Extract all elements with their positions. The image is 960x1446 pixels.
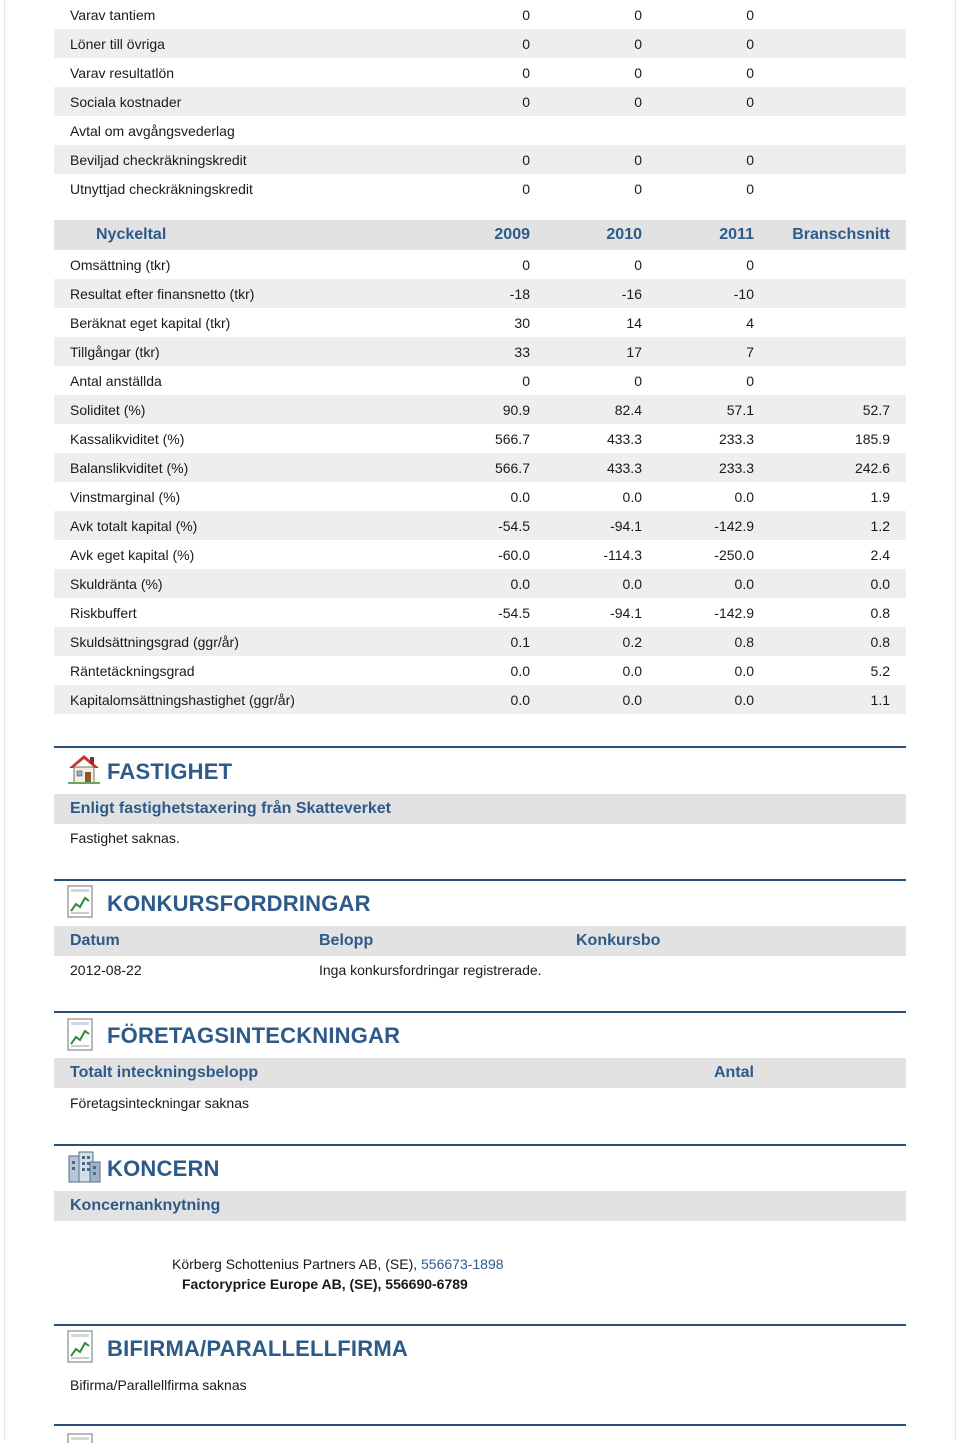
row-label: Sociala kostnader xyxy=(54,87,414,116)
row-label: Antal anställda xyxy=(70,372,162,389)
konkurs-datum: 2012-08-22 xyxy=(70,962,142,978)
value-2011: 0.0 xyxy=(642,685,754,714)
value-2010: 17 xyxy=(530,337,642,366)
value-2010: -114.3 xyxy=(603,546,642,563)
value-2011: -142.9 xyxy=(642,511,754,540)
fastighet-text: Fastighet saknas. xyxy=(70,830,180,846)
value-2011: 0.0 xyxy=(734,488,754,505)
value-2009: 0 xyxy=(414,145,530,174)
value-branschsnitt xyxy=(754,250,906,279)
page-left-edge xyxy=(4,0,5,1440)
value-2010 xyxy=(530,116,642,145)
value-branschsnitt: 0.8 xyxy=(870,604,890,621)
value-branschsnitt: 1.2 xyxy=(754,511,906,540)
value-branschsnitt xyxy=(754,337,906,366)
row-label: Tillgångar (tkr) xyxy=(54,337,414,366)
row-label: Balanslikviditet (%) xyxy=(54,453,414,482)
konkurs-title: KONKURSFORDRINGAR xyxy=(107,891,371,916)
row-label: Skuldränta (%) xyxy=(54,569,414,598)
value-2009: 566.7 xyxy=(414,453,530,482)
row-label: Räntetäckningsgrad xyxy=(70,662,195,679)
konkurs-col-konkursbo: Konkursbo xyxy=(576,932,661,949)
table-row xyxy=(54,656,906,685)
table-row xyxy=(54,569,906,598)
table-row xyxy=(54,685,906,714)
value-2010: 433.3 xyxy=(606,430,642,447)
table-row xyxy=(54,598,906,627)
value-2010: 0 xyxy=(530,145,642,174)
row-label: Soliditet (%) xyxy=(54,395,414,424)
value-2010: 0 xyxy=(634,180,642,197)
row-label: Omsättning (tkr) xyxy=(70,256,171,273)
value-2009: -54.5 xyxy=(414,511,530,540)
value-2009: 30 xyxy=(514,314,530,331)
value-branschsnitt xyxy=(754,279,906,308)
table-row xyxy=(54,145,906,174)
value-2010: -16 xyxy=(530,279,642,308)
koncern-parent-orgnr-link[interactable]: 556673-1898 xyxy=(421,1256,504,1272)
value-2010: 0.2 xyxy=(530,627,642,656)
value-2010: 14 xyxy=(626,314,642,331)
konkurs-col-datum: Datum xyxy=(70,932,120,949)
value-2010: 0 xyxy=(634,6,642,23)
koncern-parent-country: (SE), xyxy=(385,1256,418,1272)
chart-document-icon xyxy=(66,885,96,922)
value-2011: 4 xyxy=(746,314,754,331)
table-row xyxy=(54,337,906,366)
row-label: Beviljad checkräkningskredit xyxy=(54,145,414,174)
value-2009: 0 xyxy=(414,29,530,58)
value-2011: 7 xyxy=(642,337,754,366)
value-2011: 0 xyxy=(642,145,754,174)
value-2009: 0.1 xyxy=(414,627,530,656)
row-label: Kassalikviditet (%) xyxy=(70,430,185,447)
row-label: Riskbuffert xyxy=(70,604,137,621)
fastighet-title: FASTIGHET xyxy=(107,759,233,784)
value-2009: 90.9 xyxy=(414,395,530,424)
value-2009: 0.0 xyxy=(510,662,530,679)
value-2009: -18 xyxy=(414,279,530,308)
value-2011: 0 xyxy=(642,29,754,58)
fastighet-rule xyxy=(54,746,906,748)
table-row xyxy=(54,116,906,145)
value-branschsnitt: 185.9 xyxy=(854,430,890,447)
page-right-edge xyxy=(955,0,956,1440)
table-row xyxy=(54,482,906,511)
table-row xyxy=(54,250,906,279)
value-2010: -94.1 xyxy=(610,604,642,621)
row-label: Avtal om avgångsvederlag xyxy=(70,122,235,139)
row-label: Beräknat eget kapital (tkr) xyxy=(70,314,231,331)
value-branschsnitt xyxy=(754,0,906,29)
value-branschsnitt xyxy=(754,145,906,174)
value-2011: 0.0 xyxy=(734,662,754,679)
koncern-parent xyxy=(172,1256,504,1272)
chart-document-icon xyxy=(66,1018,96,1055)
house-icon xyxy=(66,752,102,789)
value-2011: 0 xyxy=(746,180,754,197)
value-branschsnitt xyxy=(754,366,906,395)
row-label: Avk eget kapital (%) xyxy=(70,546,195,563)
row-label: Kapitalomsättningshastighet (ggr/år) xyxy=(54,685,414,714)
value-2009: 0 xyxy=(522,372,530,389)
row-label: Löner till övriga xyxy=(54,29,414,58)
table-row xyxy=(54,366,906,395)
inteckningar-band xyxy=(54,1058,906,1088)
inteckningar-col-total: Totalt inteckningsbelopp xyxy=(70,1064,259,1081)
value-2011: -142.9 xyxy=(714,604,754,621)
inteckningar-title: FÖRETAGSINTECKNINGAR xyxy=(107,1023,401,1048)
value-2011: 0 xyxy=(642,87,754,116)
row-label: Utnyttjad checkräkningskredit xyxy=(70,180,253,197)
value-2009: 0.0 xyxy=(414,685,530,714)
value-2010: 82.4 xyxy=(530,395,642,424)
value-2009: 566.7 xyxy=(494,430,530,447)
value-2010: 0.0 xyxy=(622,488,642,505)
bifirma-title: BIFIRMA/PARALLELLFIRMA xyxy=(107,1336,408,1361)
table-row xyxy=(54,453,906,482)
table-row xyxy=(54,279,906,308)
chart-document-icon xyxy=(66,1430,96,1446)
value-2010: 0 xyxy=(634,256,642,273)
value-2010: 0 xyxy=(634,64,642,81)
value-2009: -60.0 xyxy=(498,546,530,563)
value-branschsnitt: 52.7 xyxy=(754,395,906,424)
value-2009: 0 xyxy=(522,64,530,81)
value-2011: -10 xyxy=(642,279,754,308)
value-2010: 0 xyxy=(530,29,642,58)
value-2011: 0 xyxy=(746,372,754,389)
header-year-2011: 2011 xyxy=(642,220,754,250)
value-2010: 0.0 xyxy=(530,569,642,598)
koncern-band-label: Koncernanknytning xyxy=(70,1197,221,1214)
value-branschsnitt: 5.2 xyxy=(870,662,890,679)
value-2010: 0 xyxy=(634,372,642,389)
header-year-2009: 2009 xyxy=(414,220,530,250)
value-2009: 33 xyxy=(414,337,530,366)
row-label: Avk totalt kapital (%) xyxy=(54,511,414,540)
table-row xyxy=(54,627,906,656)
inteckningar-col-antal: Antal xyxy=(714,1064,754,1081)
row-label: Varav resultatlön xyxy=(70,64,175,81)
table-row xyxy=(54,511,906,540)
value-2009: 0 xyxy=(522,180,530,197)
koncern-child: Factoryprice Europe AB, (SE), 556690-6789 xyxy=(182,1276,468,1292)
value-2011: 233.3 xyxy=(642,453,754,482)
koncern-title: KONCERN xyxy=(107,1156,220,1181)
table-row xyxy=(54,308,906,337)
value-branschsnitt: 0.0 xyxy=(754,569,906,598)
konkurs-col-belopp: Belopp xyxy=(319,932,374,949)
table-row xyxy=(54,174,906,203)
value-branschsnitt xyxy=(754,87,906,116)
value-branschsnitt: 0.8 xyxy=(754,627,906,656)
value-branschsnitt: 1.9 xyxy=(870,488,890,505)
value-2009: 0 xyxy=(522,6,530,23)
inteckningar-rule xyxy=(54,1011,906,1013)
header-year-2010: 2010 xyxy=(530,220,642,250)
table-row xyxy=(54,58,906,87)
row-label: Skuldsättningsgrad (ggr/år) xyxy=(54,627,414,656)
value-2011 xyxy=(642,116,754,145)
value-2011: 0 xyxy=(746,6,754,23)
header-branschsnitt: Branschsnitt xyxy=(754,220,906,250)
nyckeltal-header-row xyxy=(54,220,906,250)
table-row xyxy=(54,424,906,453)
table-row xyxy=(54,540,906,569)
value-2009 xyxy=(414,116,530,145)
value-branschsnitt xyxy=(754,116,906,145)
konkurs-band xyxy=(54,926,906,956)
row-label: Vinstmarginal (%) xyxy=(70,488,181,505)
value-branschsnitt xyxy=(754,174,906,203)
chart-document-icon xyxy=(66,1330,96,1367)
next-section-rule xyxy=(54,1424,906,1426)
value-branschsnitt: 242.6 xyxy=(754,453,906,482)
table-row xyxy=(54,29,906,58)
value-2009: 0 xyxy=(414,87,530,116)
value-2009: 0.0 xyxy=(510,488,530,505)
table-row xyxy=(54,395,906,424)
row-label: Varav tantiem xyxy=(70,6,156,23)
value-2011: 0.0 xyxy=(642,569,754,598)
table-row xyxy=(54,87,906,116)
buildings-icon xyxy=(66,1150,102,1187)
koncern-band xyxy=(54,1191,906,1221)
value-2010: 0.0 xyxy=(530,685,642,714)
konkurs-rule xyxy=(54,879,906,881)
value-2010: 0 xyxy=(530,87,642,116)
value-2011: 0.8 xyxy=(642,627,754,656)
value-branschsnitt xyxy=(754,58,906,87)
value-2010: 0.0 xyxy=(622,662,642,679)
value-2009: 0.0 xyxy=(414,569,530,598)
value-2010: -94.1 xyxy=(530,511,642,540)
value-2011: 233.3 xyxy=(718,430,754,447)
inteckningar-text: Företagsinteckningar saknas xyxy=(70,1095,249,1111)
value-branschsnitt xyxy=(754,308,906,337)
value-2011: 0 xyxy=(746,64,754,81)
bifirma-text: Bifirma/Parallellfirma saknas xyxy=(70,1377,247,1393)
konkurs-belopp: Inga konkursfordringar registrerade. xyxy=(319,962,542,978)
nyckeltal-header-label: Nyckeltal xyxy=(54,220,414,250)
nyckeltal-table xyxy=(54,220,906,714)
value-2010: 433.3 xyxy=(530,453,642,482)
fastighet-band-label: Enligt fastighetstaxering från Skatteverket xyxy=(70,800,391,817)
value-2009: -54.5 xyxy=(498,604,530,621)
value-2011: -250.0 xyxy=(714,546,754,563)
table-row xyxy=(54,0,906,29)
value-branschsnitt: 1.1 xyxy=(754,685,906,714)
koncern-parent-name: Körberg Schottenius Partners AB, xyxy=(172,1256,382,1272)
bifirma-rule xyxy=(54,1324,906,1326)
value-2011: 57.1 xyxy=(642,395,754,424)
fastighet-band xyxy=(54,794,906,824)
value-2011: 0 xyxy=(746,256,754,273)
value-branschsnitt: 2.4 xyxy=(870,546,890,563)
value-branschsnitt xyxy=(754,29,906,58)
salary-table xyxy=(54,0,906,203)
koncern-rule xyxy=(54,1144,906,1146)
row-label: Resultat efter finansnetto (tkr) xyxy=(54,279,414,308)
value-2009: 0 xyxy=(522,256,530,273)
